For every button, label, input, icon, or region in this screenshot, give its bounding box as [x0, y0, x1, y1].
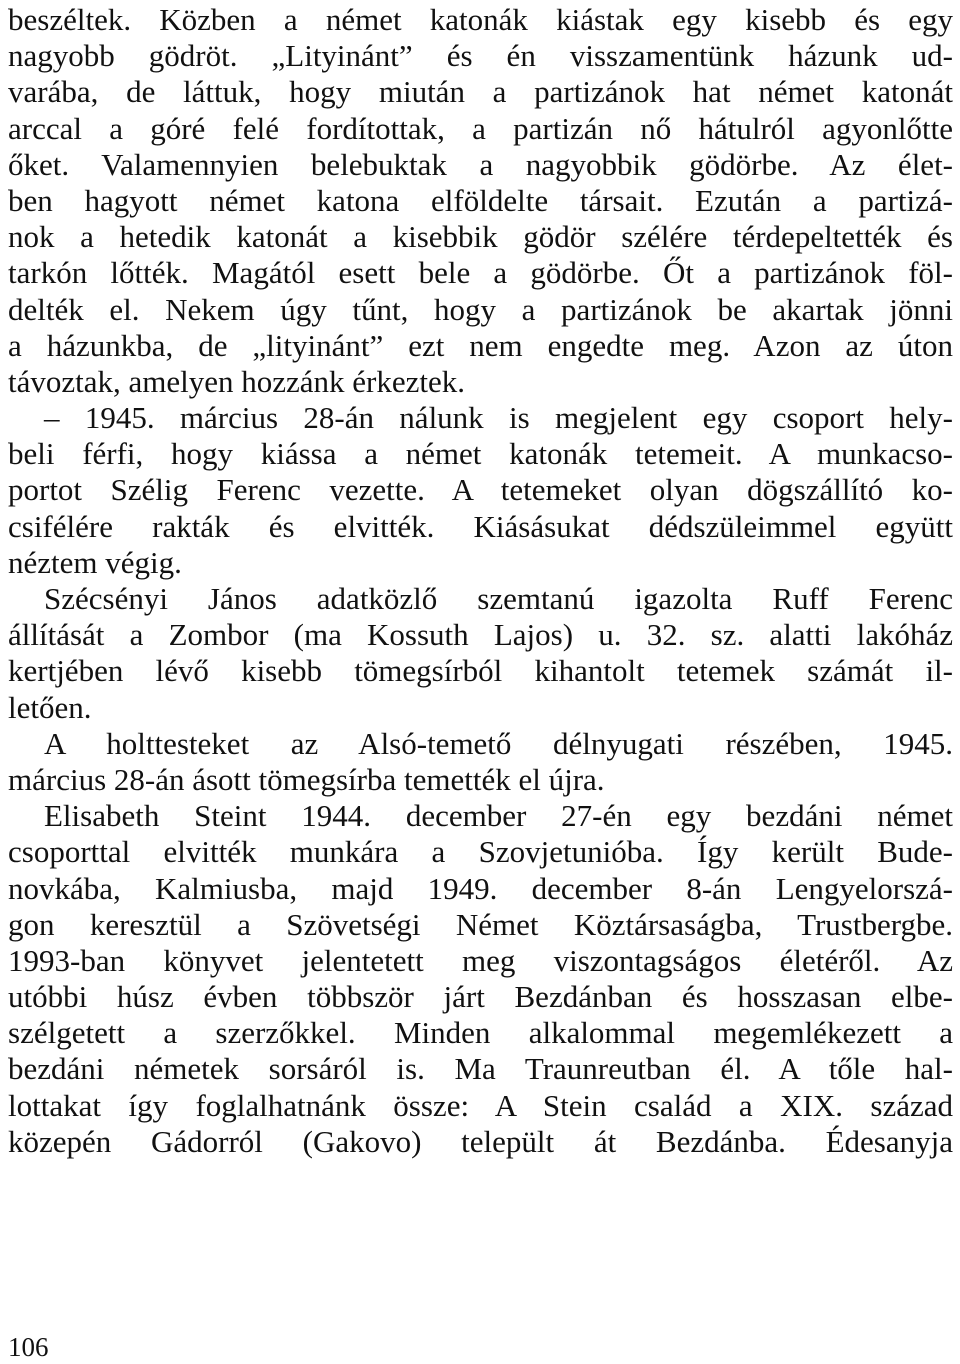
text-line: A holttesteket az Alsó-temető délnyugati részében, 1945. — [44, 725, 953, 761]
text-line: letően. — [8, 689, 92, 725]
text-line: állítását a Zombor (ma Kossuth Lajos) u. 32. sz. alatti lakóház — [8, 617, 953, 653]
text-line: gon keresztül a Szövetségi Német Köztársaságba, Trustbergbe. — [8, 906, 953, 942]
text-line: beli férfi, hogy kiássa a német katonák tetemeit. A munkacso- — [8, 436, 953, 472]
text-line: nok a hetedik katonát a kisebbik gödör szélére térdepeltették és — [8, 219, 953, 255]
text-line: csoporttal elvitték munkára a Szovjetunióba. Így került Bude- — [8, 834, 953, 870]
text-line: beszéltek. Közben a német katonák kiástak egy kisebb és egy — [8, 2, 953, 37]
text-line: varába, de láttuk, hogy miután a partizánok hat német katonát — [8, 74, 953, 110]
text-line: a házunkba, de „lityinánt” ezt nem engedte meg. Azon az úton — [8, 327, 953, 363]
text-line: 1993-ban könyvet jelentetett meg viszontagságos életéről. Az — [8, 942, 953, 978]
text-line: néztem végig. — [8, 544, 182, 580]
text-line: távoztak, amelyen hozzánk érkeztek. — [8, 363, 466, 399]
text-line: bezdáni németek sorsáról is. Ma Traunreutban él. A tőle hal- — [8, 1051, 953, 1087]
text-line: szélgetett a szerzőkkel. Minden alkalommal megemlékezett a — [8, 1015, 953, 1051]
text-line: kertjében lévő kisebb tömegsírból kihantolt tetemek számát il- — [8, 653, 953, 689]
text-line: portot Szélig Ferenc vezette. A tetemeket olyan dögszállító ko- — [8, 472, 953, 508]
text-line: ben hagyott német katona elföldelte társait. Ezután a partizá- — [8, 182, 953, 218]
text-line: lottakat így foglalhatnánk össze: A Stein család a XIX. század — [8, 1087, 953, 1123]
text-line: novkába, Kalmiusba, majd 1949. december 8-án Lengyelorszá- — [8, 870, 953, 906]
text-line: Elisabeth Steint 1944. december 27-én egy bezdáni német — [44, 798, 953, 834]
text-line: Szécsényi János adatközlő szemtanú igazolta Ruff Ferenc — [44, 581, 953, 616]
text-line: delték el. Nekem úgy tűnt, hogy a partizánok be akartak jönni — [8, 291, 953, 327]
text-line: őket. Valamennyien belebuktak a nagyobbik gödörbe. Az élet- — [8, 146, 953, 182]
body-text — [8, 2, 953, 1160]
page-number: 106 — [8, 1332, 49, 1362]
text-line: utóbbi húsz évben többször járt Bezdánban és hosszasan elbe- — [8, 979, 953, 1015]
text-line: nagyobb gödröt. „Lityinánt” és én visszamentünk házunk ud- — [8, 38, 953, 74]
text-line: március 28-án ásott tömegsírba temették el újra. — [8, 761, 605, 797]
text-line: arccal a góré felé fordítottak, a partizán nő hátulról agyonlőtte — [8, 110, 953, 146]
text-line: közepén Gádorról (Gakovo) települt át Bezdánba. Édesanyja — [8, 1123, 953, 1159]
text-line: – 1945. március 28-án nálunk is megjelent egy csoport hely- — [44, 400, 953, 436]
text-line: csifélére rakták és elvitték. Kiásásukat dédszüleimmel együtt — [8, 508, 953, 544]
text-line: tarkón lőtték. Magától esett bele a gödörbe. Őt a partizánok föl- — [8, 255, 953, 291]
